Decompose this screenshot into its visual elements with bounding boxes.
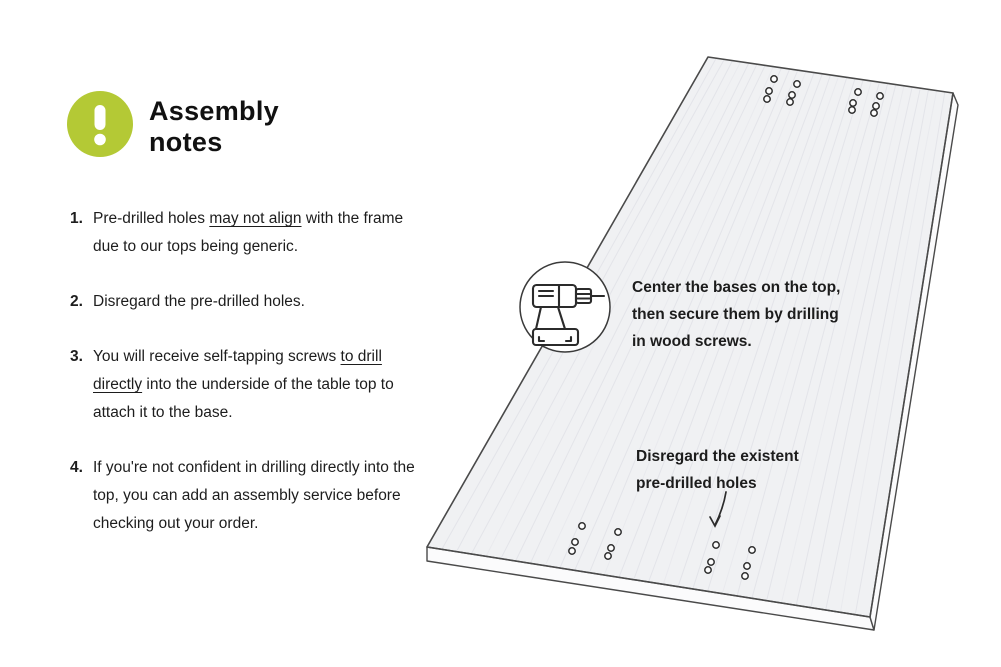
hole [579, 523, 585, 529]
hole [766, 88, 772, 94]
center-bases-note: Center the bases on the top, then secure them by drilling in wood screws. [632, 279, 841, 350]
note-number: 4. [70, 459, 83, 476]
hole [615, 529, 621, 535]
note-number: 2. [70, 293, 83, 310]
note-number: 3. [70, 348, 83, 365]
hole [849, 107, 855, 113]
note-text: If you're not confident in drilling directly into the top, you can add an assembly service before checking out your order. [93, 459, 415, 532]
hole [605, 553, 611, 559]
note-number: 1. [70, 210, 83, 227]
hole [787, 99, 793, 105]
hole [794, 81, 800, 87]
hole [608, 545, 614, 551]
hole [789, 92, 795, 98]
hole [705, 567, 711, 573]
hole [749, 547, 755, 553]
hole [850, 100, 856, 106]
hole [855, 89, 861, 95]
hole [873, 103, 879, 109]
hole [713, 542, 719, 548]
note-text: Disregard the pre-drilled holes. [93, 293, 305, 310]
hole [742, 573, 748, 579]
note-text: Pre-drilled holes may not align with the frame due to our tops being generic. [93, 210, 404, 255]
note-text: You will receive self-tapping screws to drill directly into the underside of the table top to attach it to the base. [93, 348, 394, 421]
hole [877, 93, 883, 99]
hole [569, 548, 575, 554]
hole [744, 563, 750, 569]
hole [708, 559, 714, 565]
hole [764, 96, 770, 102]
hole [572, 539, 578, 545]
hole [771, 76, 777, 82]
drill-icon [520, 262, 610, 352]
page-title-line1: Assembly [149, 96, 279, 126]
hole [871, 110, 877, 116]
page-title-line2: notes [149, 127, 223, 157]
disregard-holes-note: Disregard the existent pre-drilled holes [636, 448, 799, 492]
